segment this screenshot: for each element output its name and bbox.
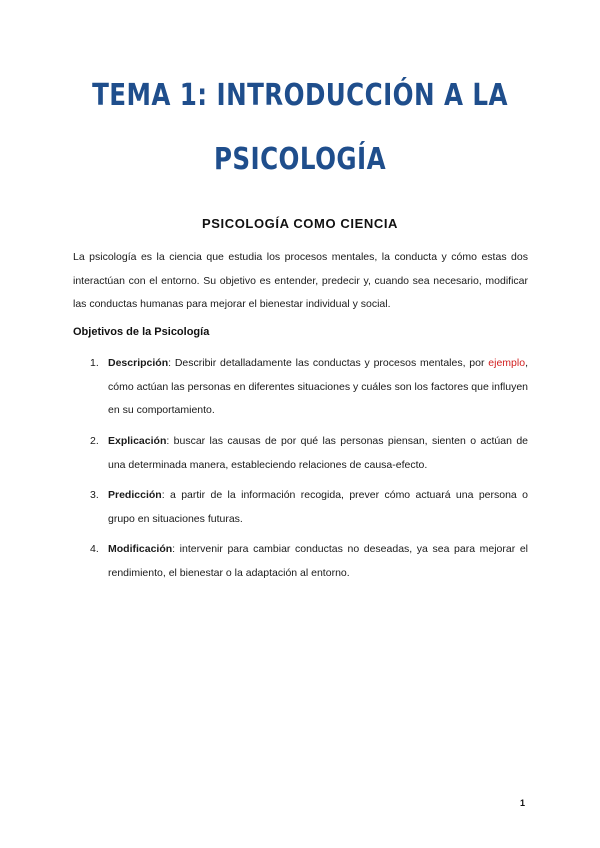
objective-number: 4. — [90, 543, 99, 555]
objective-text — [108, 430, 528, 477]
objective-text — [108, 484, 528, 531]
intro-paragraph: La psicología es la ciencia que estudia los procesos mentales, la conducta y cómo estas dos interactúan con el entorno. Su objetivo es entender, predecir y, cuando sea necesario, modificar las conductas humanas para mejorar el bienestar individual y social. — [73, 251, 528, 310]
objective-term: Modificación — [108, 543, 173, 555]
objective-term: Explicación — [108, 435, 167, 447]
objective-text — [108, 352, 528, 423]
section-heading: PSICOLOGÍA COMO CIENCIA — [201, 216, 399, 231]
objectives-heading: Objetivos de la Psicología — [73, 326, 210, 338]
objective-number: 3. — [90, 489, 99, 501]
objective-number: 2. — [90, 435, 99, 447]
objective-body: : a partir de la información recogida, prever cómo actuará una persona o grupo en situaciones futuras. — [108, 489, 528, 525]
objective-term: Descripción — [108, 357, 169, 369]
page-number: 1 — [520, 798, 526, 808]
document-title-line-2: PSICOLOGÍA — [213, 142, 387, 177]
objective-body: : intervenir para cambiar conductas no deseadas, ya sea para mejorar el rendimiento, el bienestar o la adaptación al entorno. — [108, 543, 528, 579]
objective-body: : buscar las causas de por qué las personas piensan, sienten o actúan de una determinada manera, estableciendo relaciones de causa-efecto. — [108, 435, 528, 471]
highlighted-word: ejemplo — [488, 357, 526, 369]
objective-body: : Describir detalladamente las conductas y procesos mentales, por — [168, 357, 489, 369]
objective-number: 1. — [90, 357, 99, 369]
objective-text — [108, 538, 528, 585]
objective-term: Predicción — [108, 489, 162, 501]
document-title-line-1: TEMA 1: INTRODUCCIÓN A LA — [92, 78, 508, 113]
objective-body-continued: , cómo actúan las personas en diferentes situaciones y cuáles son los factores que influyen en su comportamiento. — [108, 357, 528, 416]
